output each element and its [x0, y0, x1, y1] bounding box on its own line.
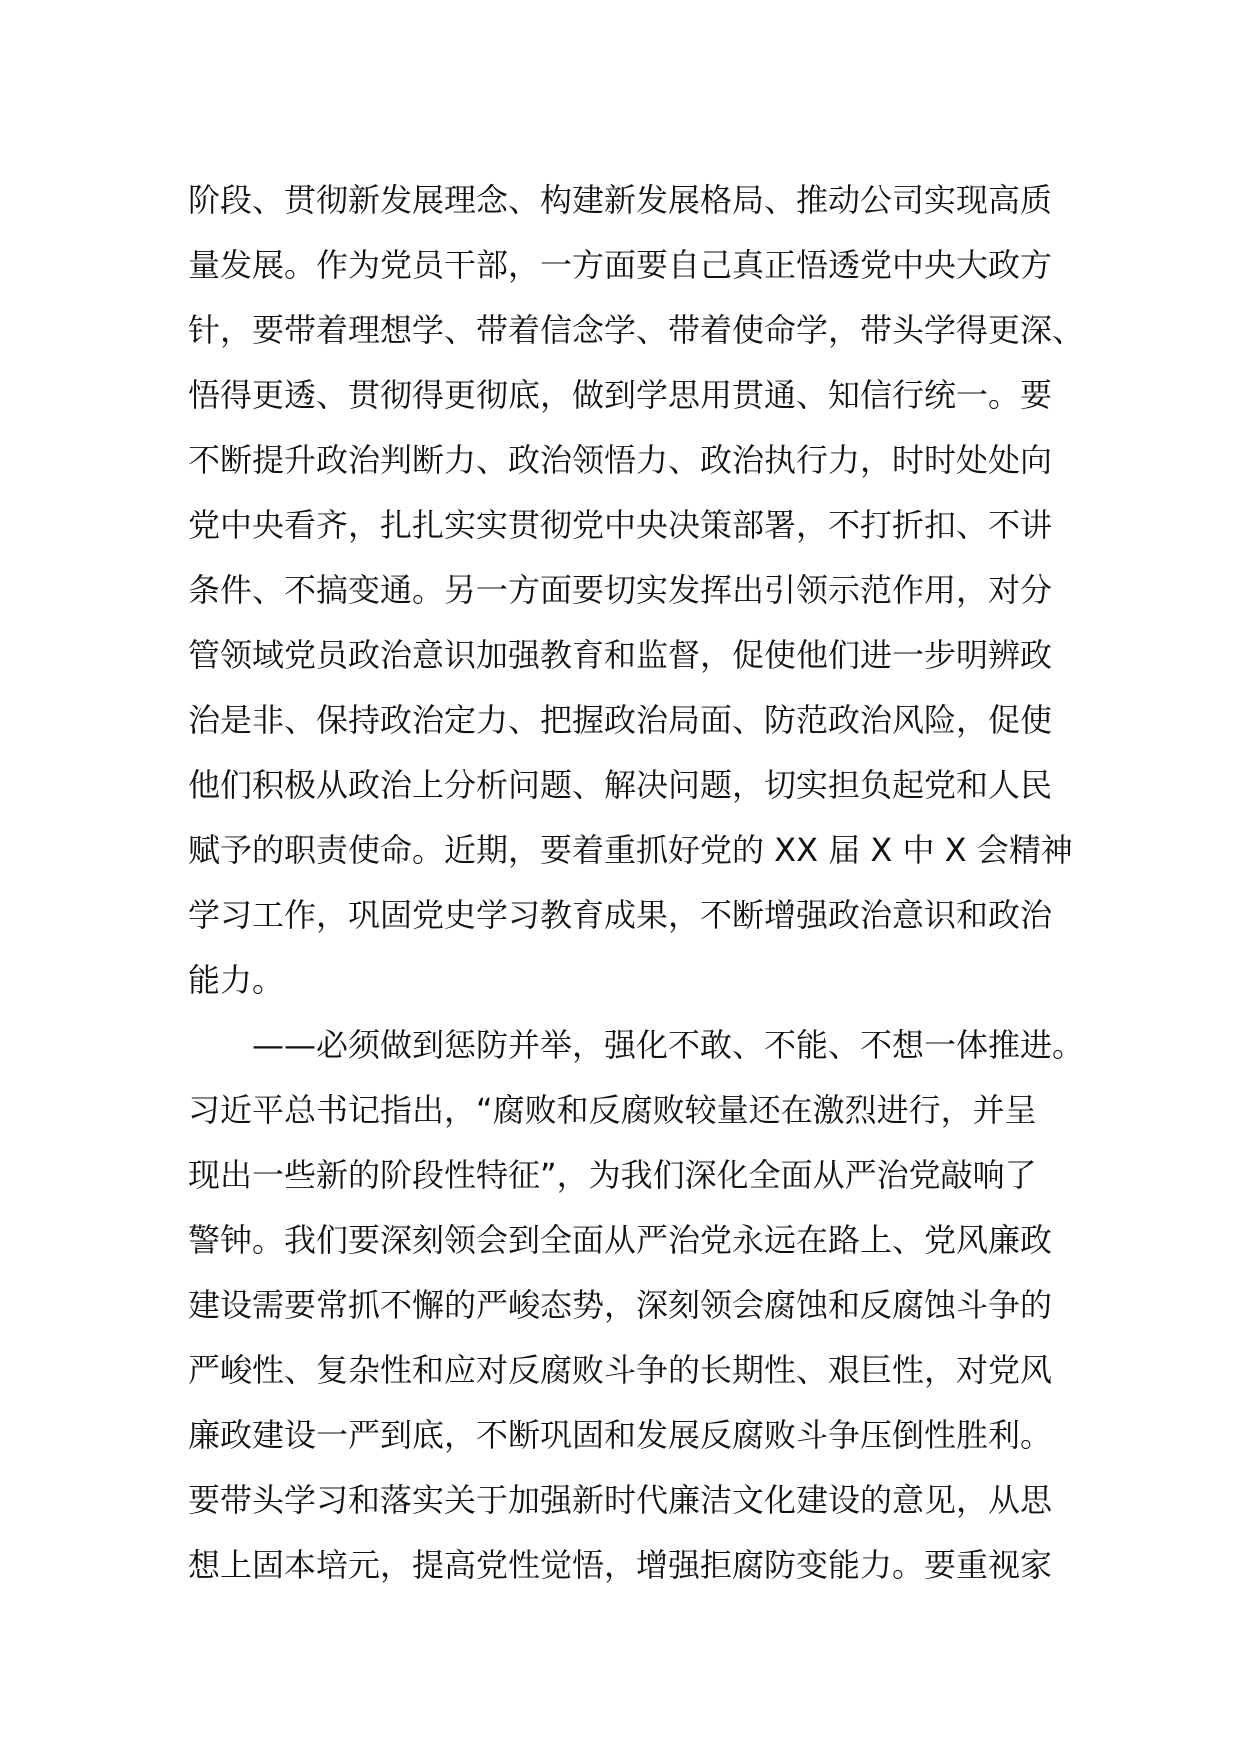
text-line: 赋予的职责使命。近期，要着重抓好党的 XX 届 X 中 X 会精神	[188, 831, 1073, 869]
text-line: 严峻性、复杂性和应对反腐败斗争的长期性、艰巨性，对党风	[188, 1351, 1053, 1389]
body-text	[188, 168, 1088, 1598]
text-line: 党中央看齐，扎扎实实贯彻党中央决策部署，不打折扣、不讲	[188, 506, 1053, 544]
text-line: 阶段、贯彻新发展理念、构建新发展格局、推动公司实现高质	[188, 181, 1053, 219]
text-line: 治是非、保持政治定力、把握政治局面、防范政治风险，促使	[188, 701, 1053, 739]
text-line: 能力。	[188, 961, 285, 999]
text-line: 习近平总书记指出，“腐败和反腐败较量还在激烈进行，并呈	[188, 1091, 1037, 1129]
text-line: 现出一些新的阶段性特征”，为我们深化全面从严治党敲响了	[188, 1156, 1037, 1194]
text-line: 管领域党员政治意识加强教育和监督，促使他们进一步明辨政	[188, 636, 1053, 674]
text-line: 警钟。我们要深刻领会到全面从严治党永远在路上、党风廉政	[188, 1221, 1053, 1259]
text-line: 悟得更透、贯彻得更彻底，做到学思用贯通、知信行统一。要	[188, 376, 1053, 414]
text-line: 学习工作，巩固党史学习教育成果，不断增强政治意识和政治	[188, 896, 1053, 934]
text-line: 量发展。作为党员干部，一方面要自己真正悟透党中央大政方	[188, 246, 1053, 284]
text-line: 建设需要常抓不懈的严峻态势，深刻领会腐蚀和反腐蚀斗争的	[188, 1286, 1053, 1324]
text-line: 他们积极从政治上分析问题、解决问题，切实担负起党和人民	[188, 766, 1053, 804]
paragraph-start-line: ——必须做到惩防并举，强化不敢、不能、不想一体推进。	[252, 1026, 1085, 1064]
text-line: 针，要带着理想学、带着信念学、带着使命学，带头学得更深、	[188, 311, 1085, 349]
text-line: 想上固本培元，提高党性觉悟，增强拒腐防变能力。要重视家	[188, 1546, 1053, 1584]
text-line: 条件、不搞变通。另一方面要切实发挥出引领示范作用，对分	[188, 571, 1053, 609]
text-line: 要带头学习和落实关于加强新时代廉洁文化建设的意见，从思	[188, 1481, 1053, 1519]
text-line: 廉政建设一严到底，不断巩固和发展反腐败斗争压倒性胜利。	[188, 1416, 1053, 1454]
text-line: 不断提升政治判断力、政治领悟力、政治执行力，时时处处向	[188, 441, 1053, 479]
